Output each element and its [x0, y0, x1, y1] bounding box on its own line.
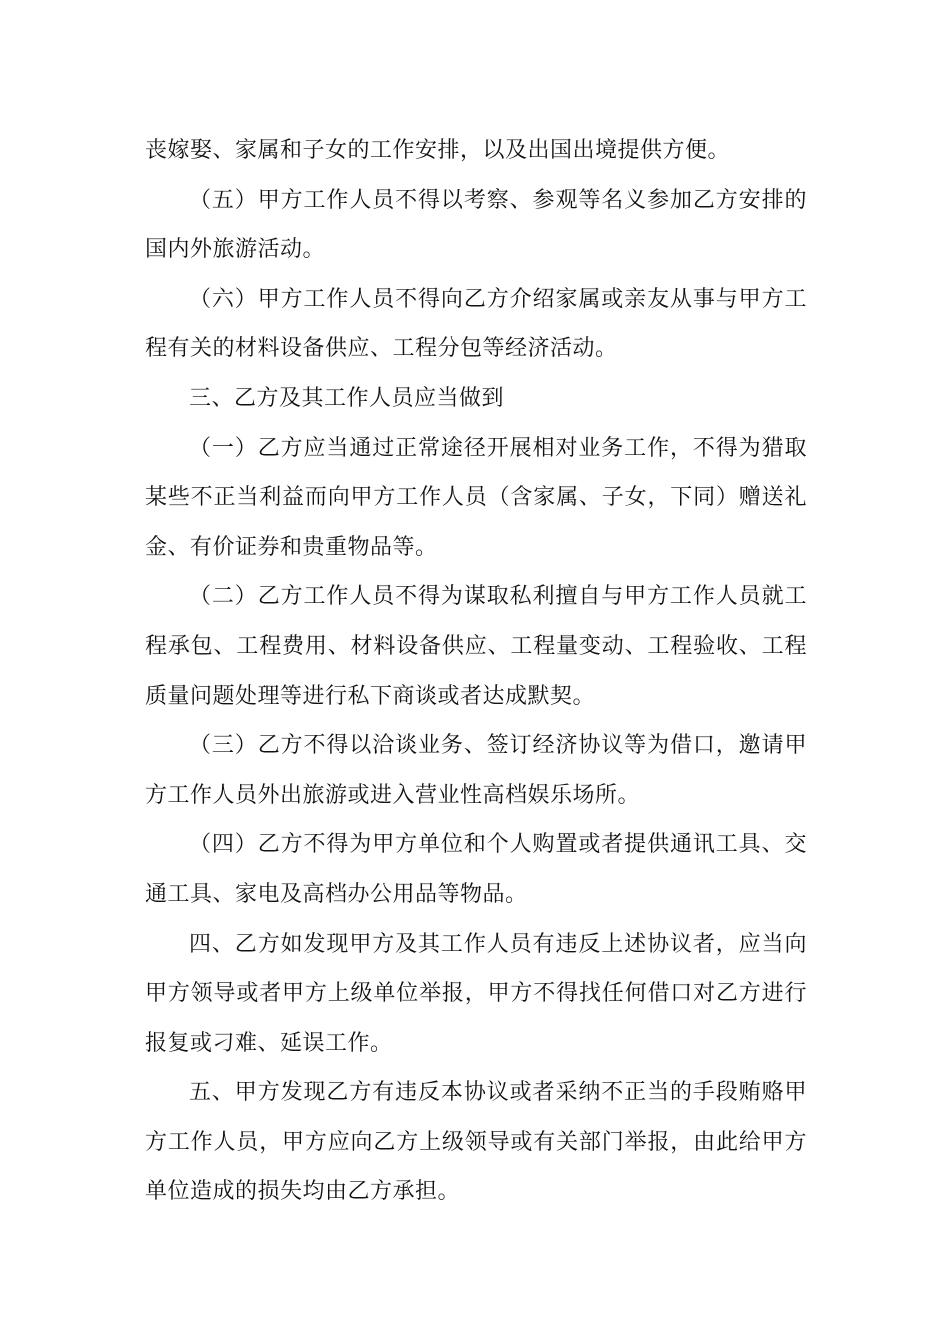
paragraph-section-5: 五、甲方发现乙方有违反本协议或者采纳不正当的手段贿赂甲方工作人员，甲方应向乙方上级领导或有关部门举报，由此给甲方单位造成的损失均由乙方承担。: [145, 1080, 807, 1205]
paragraph-clause-3-3: （三）乙方不得以洽谈业务、签订经济协议等为借口，邀请甲方工作人员外出旅游或进入营业性高档娱乐场所。: [145, 733, 807, 808]
paragraph-clause-2-6: （六）甲方工作人员不得向乙方介绍家属或亲友从事与甲方工程有关的材料设备供应、工程分包等经济活动。: [145, 286, 807, 362]
paragraph-continuation: 丧嫁娶、家属和子女的工作安排，以及出国出境提供方便。: [145, 138, 731, 163]
section-heading-3: 三、乙方及其工作人员应当做到: [189, 385, 505, 411]
paragraph-section-4: 四、乙方如发现甲方及其工作人员有违反上述协议者，应当向甲方领导或者甲方上级单位举报，甲方不得找任何借口对乙方进行报复或刁难、延误工作。: [145, 931, 807, 1056]
paragraph-clause-2-5: （五）甲方工作人员不得以考察、参观等名义参加乙方安排的国内外旅游活动。: [145, 187, 807, 263]
paragraph-clause-3-4: （四）乙方不得为甲方单位和个人购置或者提供通讯工具、交通工具、家电及高档办公用品等物品。: [145, 832, 807, 907]
paragraph-clause-3-2: （二）乙方工作人员不得为谋取私利擅自与甲方工作人员就工程承包、工程费用、材料设备供应、工程量变动、工程验收、工程质量问题处理等进行私下商谈或者达成默契。: [145, 584, 807, 709]
paragraph-clause-3-1: （一）乙方应当通过正常途径开展相对业务工作，不得为猎取某些不正当利益而向甲方工作人员（含家属、子女，下同）赠送礼金、有价证券和贵重物品等。: [145, 435, 807, 560]
document-body: [145, 126, 807, 1217]
